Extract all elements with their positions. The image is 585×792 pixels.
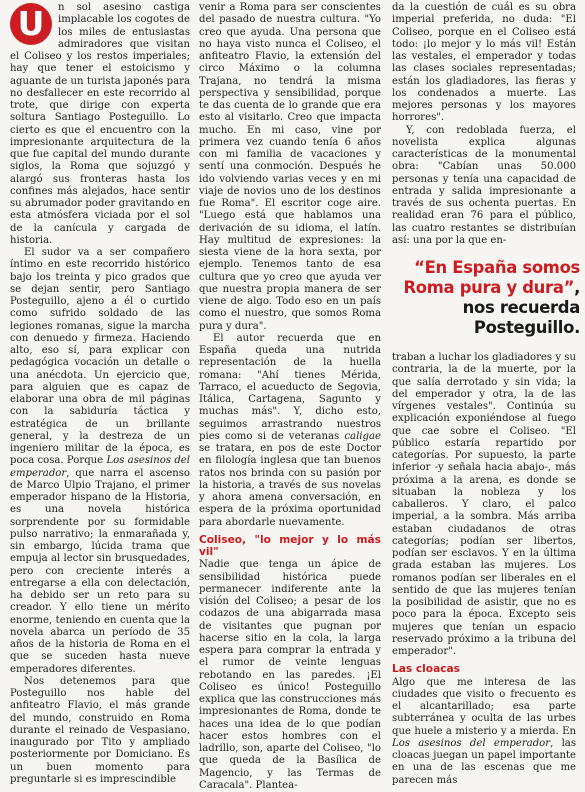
paragraph: traban a luchar los gladiadores y su contraria, la de la muerte, por la que salía derrotado y sin vida; la del emperador y otra, la de las vírgenes vestales". Continúa su explicación exponiéndose al fuego que cae sobre el Coliseo. "El público estaría repartido por categorías. Por supuesto, la parte inferior -y señala hacia abajo-, más próxima a la arena, es donde se situaban la nobleza y los caballeros. Y claro, el palco imperial, a la sombra. Más arriba estaban ciudadanos de otras categorías; podían ser libertos, podían ser esclavos. Y en la última grada estaban las mujeres. Los romanos podían ser liberales en el sentido de que las mujeres tenían la posibilidad de asistir, que no es poco para la época. Excepto seis mujeres que tenían un espacio reservado próximo a la tribuna del emperador".	[392, 352, 576, 657]
book-title: Los asesinos del emperador	[392, 737, 551, 749]
paragraph	[199, 333, 381, 529]
article-column-3-top	[392, 2, 576, 246]
paragraph-text: Algo que me interesa de las ciudades que visito o frecuento es el alcantarillado; esa parte subterránea y oculta de las urbes que huele a misterio y a mierda. En	[392, 676, 576, 737]
paragraph	[10, 247, 190, 676]
paragraph-text: El autor recuerda que en España queda una nutrida representación de la huella romana: "Ahí tienes Mérida, Tarraco, el acueducto de Segovia, Itálica, Cartagena, Sagunto y muchas más". Y, dicho esto, seguimos arrastrando nuestros pies como si de veteranas	[199, 332, 381, 442]
paragraph: venir a Roma para ser conscientes del pasado de nuestra cultura. "Yo creo que ayuda. Una persona que no haya visto nunca el Coliseo, el anfiteatro Flavio, la extensión del circo Máximo o la columna Trajana, no tendrá la misma perspectiva y sensibilidad, porque te das cuenta de lo grande que era esto al visitarlo. Creo que impacta mucho. En mi caso, vine por primera vez cuando tenía 6 años con mi familia de vacaciones y sentí una conmoción. Después he ido volviendo varias veces y en mi viaje de novios uno de los destinos fue Roma". El escritor coge aire. "Luego está que hablamos una derivación de su idioma, el latín. Hay multitud de expresiones: la siesta viene de la hora sexta, por ejemplo. Tenemos tanto de esa cultura que yo creo que ayuda ver que nuestra propia manera de ser viene de algo. Todo eso en un país como el nuestro, que somos Roma pura y dura".	[199, 2, 381, 332]
section-heading-cloacas: Las cloacas	[392, 663, 460, 676]
pull-quote-text: “En España somos Roma pura y dura”	[403, 258, 580, 297]
paragraph: da la cuestión de cuál es su obra imperial preferida, no duda: "El Coliseo, porque en el Coliseo está todo: ¡lo mejor y lo más vil! Están las vestales, el emperador y todas las clases sociales representadas; están los gladiadores, las fieras y los condenados a muerte. Las mejores personas y los mayores horrores".	[392, 2, 576, 124]
pull-quote-attribution: , nos recuerda Posteguillo.	[462, 278, 580, 337]
paragraph: n sol asesino castiga implacable los cogotes de los miles de entusiastas admiradores que visitan el Coliseo y los restos imperiales; hay que tener el estoicismo y aguante de un turista japonés para no desfallecer en este recorrido al trote, que dirige con experta soltura Santiago Posteguillo. Lo cierto es que el encuentro con la impresionante arquitectura de la que fue capital del mundo durante siglos, la Roma que sojuzgó y alargó sus fronteras hasta los confines más alejados, hace sentir su abrumador poder gravitando en esta atmósfera viciada por el sol de la canícula y cargada de historia.	[10, 2, 190, 246]
article-column-3-bottom	[392, 352, 576, 786]
paragraph: Nadie que tenga un ápice de sensibilidad histórica puede permanecer indiferente ante la visión del Coliseo; a pesar de los codazos de una abigarrada masa de visitantes que pugnan por hacerse sitio en la cola, la larga espera para comprar la entrada y el rumor de veinte lenguas rebotando en las paredes. ¡El Coliseo es único! Posteguillo explica que las construcciones más impresionantes de Roma, donde te haces una idea de lo que podían hacer estos hombres con el ladrillo, son, aparte del Coliseo, "lo que queda de la Basílica de Magencio, y las Termas de Caracala". Plantea-	[199, 559, 381, 791]
paragraph-text: , las cloacas juegan un papel importante en una de las escenas que me parecen más	[392, 737, 576, 786]
paragraph-text: , que narra el ascenso de Marco Ulpio Trajano, el primer emperador hispano de la Historia, es una novela histórica sorprendente por su formidable pulso narrativo; la enmarañada y, sin embargo, lúcida trama que empuja al lector sin brusquedades, pero con creciente interés a entregarse a ella con delectación, ha debido ser un reto para su creador. Y ello tiene un mérito enorme, teniendo en cuenta que la novela abarca un período de 35 años de la historia de Roma en el que se suceden hasta nueve emperadores diferentes.	[10, 467, 190, 675]
latin-term: caligae	[344, 430, 381, 442]
section-heading-coliseo: Coliseo, "lo mejor y lo más vil"	[199, 533, 381, 558]
paragraph: Nos detenemos para que Posteguillo nos hable del anfiteatro Flavio, el más grande del mundo, construido en Roma durante el reinado de Vespasiano, inaugurado por Tito y ampliado posteriormente por Domiciano. Es un buen momento para preguntarle si es imprescindible	[10, 675, 190, 785]
paragraph-text: se tratara, en pos de este Doctor en filología inglesa que tan buenos ratos nos brinda con su pasión por la historia, a través de sus novelas y ahora amena conversación, en espera de la próxima oportunidad para abordarle nuevamente.	[199, 443, 381, 528]
paragraph-text: El sudor va a ser compañero íntimo en este recorrido histórico bajo los treinta y pico grados que se dejan sentir, pero Santiago Posteguillo, ajeno a él o curtido como sufrido soldado de las legiones romanas, sigue la marcha con denuedo y firmeza. Haciendo alto, eso sí, para explicar con pedagógica vocación un detalle o una anécdota. Un ejercicio que, para alguien que es capaz de elaborar una obra de mil páginas con la sabiduría táctica y estratégica de un brillante general, y la destreza de un ingeniero militar de la época, es poca cosa. Porque	[10, 247, 190, 467]
article-column-1	[10, 2, 190, 785]
paragraph: Y, con redoblada fuerza, el novelista explica algunas características de la monumental obra: "Cabían unas 50.000 personas y tenía una capacidad de entrada y salida impresionante a través de sus ochenta puertas. En realidad eran 76 para el público, las cuatro restantes se distribuían así: una por la que en-	[392, 124, 576, 246]
book-title: Los asesinos del emperador	[10, 455, 190, 479]
drop-cap: U	[10, 3, 52, 45]
article-column-2	[199, 2, 381, 791]
paragraph	[392, 677, 576, 787]
pull-quote	[388, 258, 580, 338]
